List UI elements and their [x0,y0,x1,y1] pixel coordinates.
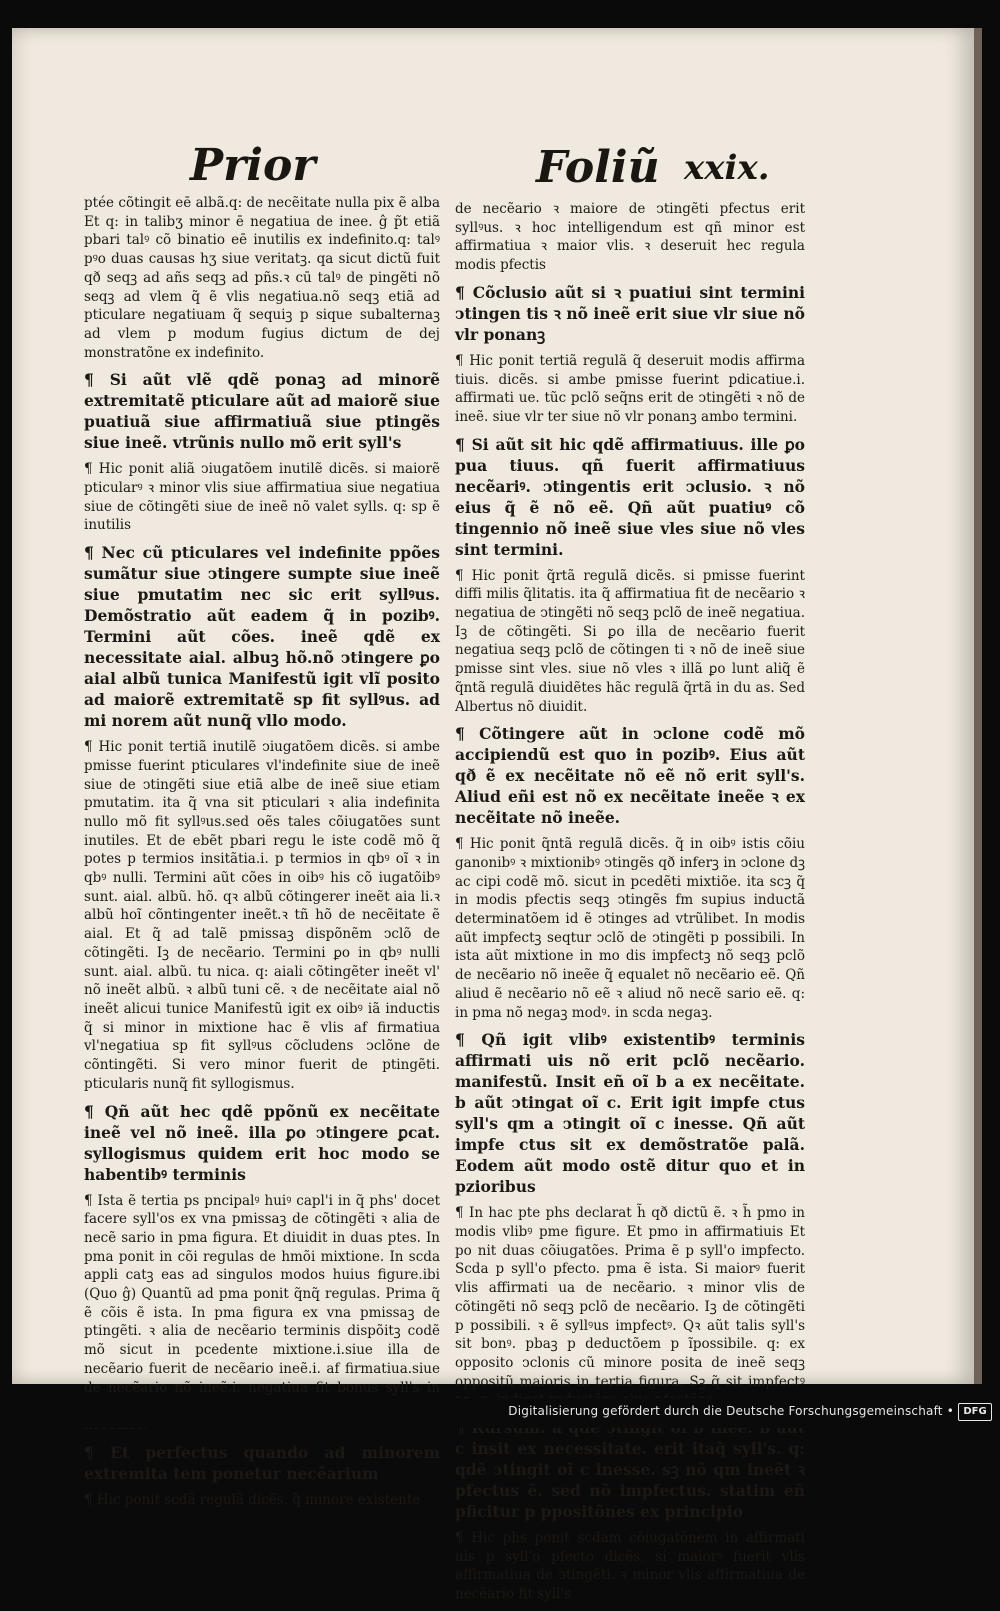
lemma-paragraph: ¶ Cõclusio aũt si ꝛ puatiui sint termini ↄtingen tis ꝛ nõ ineẽ erit siue vlr siue nõ vlr ponanꝫ [455,282,805,344]
lemma-paragraph: ¶ Nec cũ pticulares vel indefinite ppões sumãtur siue ↄtingere sumpte siue ineẽ siue pmutatim nec sic erit syllꝰus. Demõstratio aũt eadem q̃ in pozibꝰ. Termini aũt cões. ineẽ qdẽ ex necessitate aial. albuꝫ hõ.nõ ↄtingere ꝑo aial albũ tunica Manifestũ igit vlĩ posito ad maiorẽ extremitatẽ sp fit syllꝰus. ad mi norem aũt nunq̃ vllo modo. [84,543,440,731]
running-head-folio-word: Foliũ [536,142,660,193]
page-edge [974,28,982,1384]
commentary-paragraph: ¶ Hic ponit tertiã inutilẽ ↄiugatõem dicẽs. si ambe pmisse fuerint pticulares vl'indefinite siue de ineẽ siue de ↄtingẽti siue etiã albe de ineẽ siue etiam pmutatim. ita q̃ vna sit pticulari ꝛ alia indefinita nullo mõ fit syllꝰus.sed oẽs tales cõiugatões sunt inutiles. Et de ebẽt pbari regu le iste codẽ mõ q̃ potes p termios insitãtia.i. p termios in qbꝰ oĩ ꝛ in qbꝰ nulli. Termini aũt cões in oibꝰ his cõ iugatõibꝰ sunt. aial. albũ. hõ. qꝛ albũ cõtingerer ineẽt aia li.ꝛ albũ hoĩ cõntingenter ineẽt.ꝛ tñ hõ de necẽitate ẽ aial. Et q̃ ad talẽ pmissaꝫ dispõnẽm ↄclõ de cõtingẽti. Iꝫ de necẽario. Termini ꝑo in qbꝰ nulli sunt. aial. albũ. tu nica. q: aiali cõtingẽter ineẽt vl' nõ ineẽt albũ. ꝛ albũ tuni cẽ. ꝛ de necẽitate aial nõ ineẽt alicui tunice Manifestũ igit ex oibꝰ iã inductis q̃ si minor in mixtione hac ẽ vlis af firmatiua vl'negatiua sp fit syllꝰus cõcludens ↄclõne de cõntingẽti. Si vero minor fuerit de ptingẽti. pticularis nunq̃ fit syllogismus. [84,739,440,1092]
commentary-paragraph: ¶ Hic ponit q̃ntã regulã dicẽs. q̃ in oibꝰ istis cõiu ganonibꝰ ꝛ mixtionibꝰ ↄtingẽs qð inferꝫ in ↄclone dꝫ ac cipi codẽ mõ. sicut in pcedẽti mixtiõe. ita scꝫ q̃ in modis pfectis seqꝫ ↄtingẽs fm supius inductã determinatõem id ẽ ↄtinges ad vtrũlibet. In modis aũt impfectꝫ seqtur ↄclõ de ↄtingẽti p possibili. In ista aũt mixtione in mo dis impfectꝫ nõ seqꝫ pclõ de necẽario nõ ineẽe q̃ equalet nõ necẽario eẽ. Qñ aliud ẽ necẽario nõ eẽ ꝛ aliud nõ necẽ sario eẽ. q: in pma nõ negaꝫ modꝰ. in scda negaꝫ. [455,836,805,1021]
funding-credit: Digitalisierung gefördert durch die Deutsche Forschungsgemeinschaft • [508,1404,954,1418]
commentary-paragraph: ¶ Ista ẽ tertia ps pncipalꝰ huiꝰ capl'i in q̃ phs' docet facere syll'os ex vna pmissaꝫ de cõtingẽti ꝛ alia de necẽ sario in pma figura. Et diuidit in duas ptes. In pma ponit in cõi regulas de hmõi mixtione. In scda appli catꝫ eas ad singulos modos huius figure.ibi (Quo ĝ) Quantũ ad pma ponit q̃nq̃ regulas. Prima q̃ ẽ cõis ẽ ista. In pma figura ex vna pmissaꝫ de ptingẽti. ꝛ alia de necẽario terminis dispõitꝫ codẽ mõ sicut in pcedente mixtione.i.siue illa de necẽario fuerit de necẽario ineẽ.i. af firmatiua.siue de necẽario nõ ineẽ.i. negatiua fit bonus syll's in [84,1192,440,1396]
lemma-paragraph: ¶ Et perfectus quando ad minorem extremita tem ponetur necẽarium [84,1442,440,1483]
left-text-column [84,194,440,1516]
running-head-left: Prior [190,140,316,191]
commentary-paragraph: ¶ Hic ponit tertiã regulã q̃ deseruit modis affirma tiuis. dicẽs. si ambe pmisse fuerint pdicatiue.i. affirmati ue. tũc pclõ seq̃ns erit de ↄtingẽti ꝛ nõ de ineẽ. siue vlr ter siue nõ vlr ponanꝫ ambo termini. [455,352,805,425]
commentary-paragraph: ptée cõtingit eē albã.q: de necẽitate nulla pix ẽ alba Et q: in talibʒ minor ē negatiua de inee. ĝ p̃t etiã pbari talꝰ cõ binatio eē inutilis ex indefinito.q: talꝰ pꝰo duas causas hʒ siue veritatꝫ. qa sicut dictũ fuit qð seqꝫ ad añs seqꝫ ad pñs.ꝛ cū talꝰ de pingẽti nõ seqꝫ ad vlem q̃ ẽ vlis negatiua.nõ seqꝫ etiã ad pticulare negatiuam q̃ sequiꝫ p sique subalternaꝫ ad vlem p modum fugius dictum de dej monstratõne ex indefinito. [84,195,440,361]
commentary-paragraph: de necẽario ꝛ maiore de ↄtingẽti pfectus erit syllꝰus. ꝛ hoc intelligendum est qñ minor est affirmatiua ꝛ maior vlis. ꝛ deseruit hec regula modis pfectis [455,201,805,274]
dfg-logo: DFG [958,1403,992,1421]
commentary-paragraph: ¶ Hic ponit scdã regulã dicẽs. q̃ minore existente [84,1491,421,1508]
lemma-paragraph: ¶ Si aũt sit hic qdẽ affirmatiuus. ille ꝑo pua tiuus. qñ fuerit affirmatiuus necẽariꝰ. ↄtingentis erit ↄclusio. ꝛ nõ eius q̃ ẽ nõ eẽ. Qñ aũt puatiuꝰ cõ tingennio nõ ineẽ siue vles siue nõ vles sint termini. [455,434,805,559]
lemma-paragraph: ¶ Qñ igit vlibꝰ existentibꝰ terminis affirmati uis nõ erit pclõ necẽario. manifestũ. Insit eñ oĩ b a ex necẽitate. b aũt ↄtingat oĩ c. Erit igit impfe ctus syll's qm a ↄtingit oĩ c inesse. Qñ aũt impfe ctus sit ex demõstratõe palã. Eodem aũt modo ostẽ ditur quo et in pzioribus [455,1030,805,1197]
lemma-paragraph: c insit ex necessitate. erit itaq̃ syll's. q: qdẽ ↄtingit oĩ c inesse. sꝫ nõ qm ineẽt ꝛ pfectus ẽ. sed nõ impfectus. statim eñ pficitur p ppositõnes ex principio [455,1439,805,1522]
page-header [12,140,974,200]
commentary-paragraph: ¶ Hic ponit q̃rtã regulã dicẽs. si pmisse fuerint diffi milis q̃litatis. ita q̃ affirmatiua fit de necẽario ꝛ negatiua de ↄtingẽti nõ seqꝫ pclõ de ineẽ negatiua. Iꝫ de cõtingẽti. Si ꝑo illa de necẽario fuerit negatiua seqꝫ pclõ de cõtingen ti ꝛ nõ de ineẽ siue pmisse sint vles. siue nõ vles ꝛ illã ꝑo lunt aliq̃ ẽ q̃ntã regulã diuidẽtes hãc regulã q̃rtã in du as. Sed Albertus nõ diuidit. [455,567,805,715]
commentary-paragraph: ¶ Hic phs ponit scdam cõiugatõnem in affirmati uis p syll'o pfecto dicẽs. si maiorꝰ fuerit vlis affirmatiua de ↄtingẽti. ꝛ minor vlis affirmatiua de necẽario fit syll's [455,1530,805,1603]
lemma-paragraph: ¶ Qñ aũt hec qdẽ ppõnũ ex necẽitate ineẽ vel nõ ineẽ. illa ꝑo ↄtingere ꝑcat. syllogismus quidem erit hoc modo se habentibꝰ terminis [84,1101,440,1184]
commentary-paragraph: ¶ In hac pte phs declarat h̃ qð dictũ ẽ. ꝛ h̃ pmo in modis vlibꝰ pme figure. Et pmo in affirmatiuis Et po nit duas cõiugatões. Prima ẽ p syll'o impfecto. Scda p syll'o pfecto. pma ẽ ista. Si maiorꝰ fuerit vlis affirmati ua de necẽario. ꝛ minor vlis de cõtingẽti nõ seqꝫ pclõ de necẽario. Iꝫ de cõtingẽti p possibili. ꝛ ẽ syllꝰus impfectꝰ. Qꝛ aũt talis syll's sit bonꝰ. pbaꝫ p deductõem p ĩpossibile. q: ex opposito ↄclonis cũ minore posita de ineẽ seqꝫ oppositũ maioris in tertia figura. Sꝫ q̃ sit impfectꝰ [455,1205,805,1390]
commentary-paragraph: ¶ Hic ponit aliã ↄiugatõem inutilẽ dicẽs. si maiorẽ pticularꝰ ꝛ minor vlis siue affirmatiua siue negatiua siue de cõtingẽti siue de ineẽ nõ valet sylls. q: sp ẽ inutilis [84,461,440,534]
lemma-paragraph: ¶ Si aũt vlẽ qdẽ ponaꝫ ad minorẽ extremitatẽ pticulare aũt ad maiorẽ siue puatiuã siue affirmatiuã siue ptingẽs siue ineẽ. vtrũnis nullo mõ erit syll's [84,370,440,453]
folio-number: xxix. [684,148,770,188]
lemma-paragraph: ¶ Cõtingere aũt in ↄclone codẽ mõ accipiendũ est quo in pozibꝰ. Eius aũt qð ẽ ex necẽitate nõ eẽ nõ erit syll's. Aliud eñi est nõ ex necẽitate ineẽe ꝛ ex necẽitate nõ ineẽe. [455,724,805,828]
